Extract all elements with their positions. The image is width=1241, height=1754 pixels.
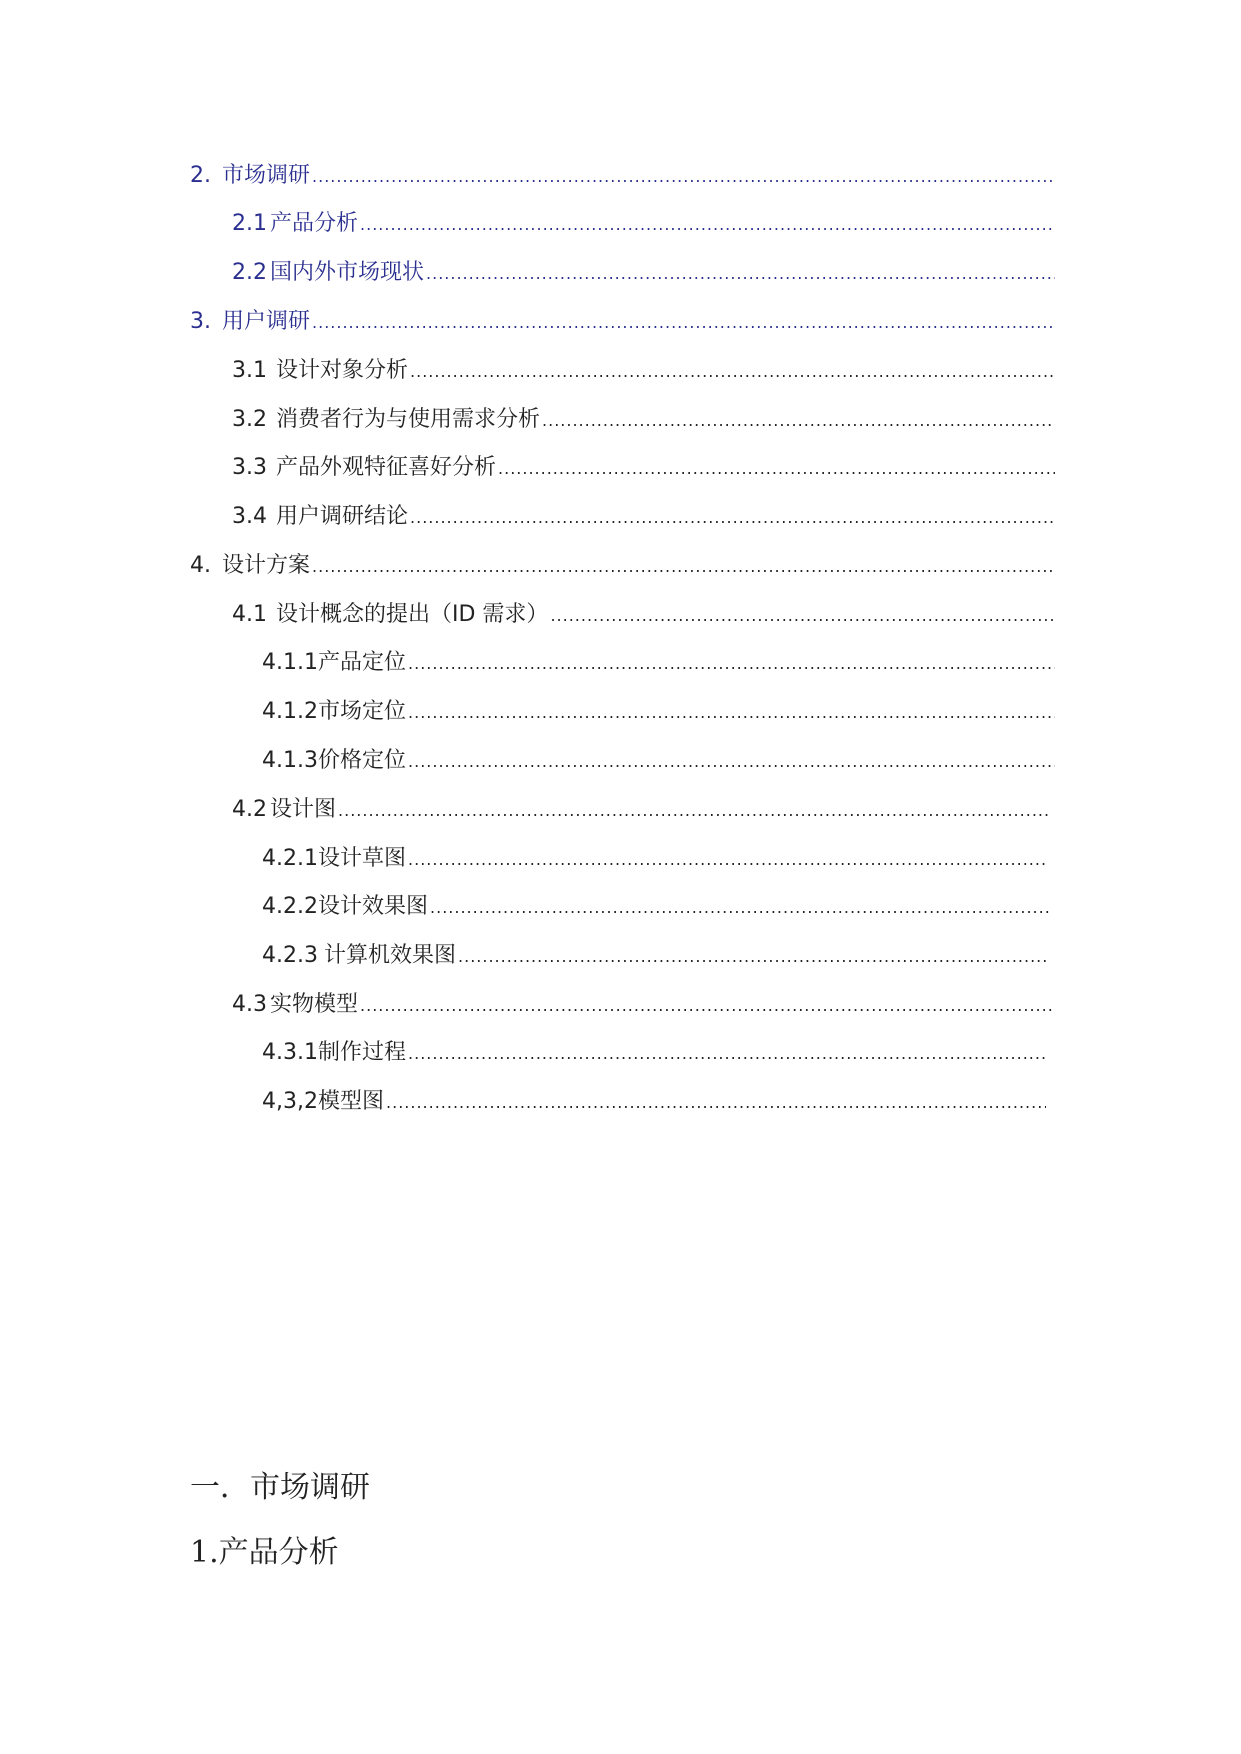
toc-number: 4.2.1 — [262, 846, 318, 871]
toc-title: 价格定位 — [318, 748, 407, 773]
toc-title: 设计草图 — [318, 846, 407, 871]
toc-leader — [542, 404, 1055, 438]
toc-entry-3-1[interactable] — [232, 354, 1055, 388]
toc-entry-4-3[interactable] — [232, 988, 1052, 1022]
toc-title: 产品分析 — [270, 211, 359, 236]
toc-title: 设计对象分析 — [276, 358, 409, 383]
toc-title: 制作过程 — [318, 1040, 407, 1065]
toc-leader — [410, 355, 1055, 389]
toc-number: 4. — [190, 553, 211, 578]
toc-title: 设计概念的提出（ID 需求） — [276, 602, 549, 627]
toc-entry-4-2-1[interactable] — [262, 842, 1048, 876]
toc-leader — [408, 647, 1055, 681]
toc-entry-2[interactable] — [190, 159, 1055, 193]
toc-number: 4.2.2 — [262, 894, 318, 919]
toc-title: 市场调研 — [222, 163, 311, 188]
toc-number: 4.3 — [232, 992, 267, 1017]
toc-number: 4.2 — [232, 797, 267, 822]
toc-number: 3.1 — [232, 358, 267, 383]
toc-title: 用户调研结论 — [276, 504, 409, 529]
toc-entry-4-2[interactable] — [232, 793, 1050, 827]
toc-leader — [458, 940, 1046, 974]
toc-entry-4-2-3[interactable] — [262, 939, 1046, 973]
toc-number: 4.3.1 — [262, 1040, 318, 1065]
toc-entry-4-1-3[interactable] — [262, 744, 1055, 778]
toc-title: 计算机效果图 — [324, 943, 457, 968]
toc-leader — [408, 696, 1055, 730]
toc-leader — [408, 1037, 1048, 1071]
toc-number: 4.1.2 — [262, 699, 318, 724]
toc-leader — [312, 160, 1055, 194]
toc-number: 4.2.3 — [262, 943, 318, 968]
toc-number: 4.1 — [232, 602, 267, 627]
toc-title: 消费者行为与使用需求分析 — [276, 407, 541, 432]
toc-number: 3.4 — [232, 504, 267, 529]
toc-leader — [550, 599, 1055, 633]
toc-leader — [312, 306, 1055, 340]
toc-entry-4-1-1[interactable] — [262, 646, 1055, 680]
toc-leader — [338, 794, 1050, 828]
toc-number: 4,3,2 — [262, 1089, 318, 1114]
toc-title: 用户调研 — [222, 309, 311, 334]
toc-number: 4.1.1 — [262, 650, 318, 675]
toc-entry-4-1-2[interactable] — [262, 695, 1055, 729]
toc-entry-2-1[interactable] — [232, 207, 1055, 241]
toc-number: 4.1.3 — [262, 748, 318, 773]
toc-leader — [312, 550, 1055, 584]
toc-number: 3. — [190, 309, 211, 334]
toc-leader — [430, 891, 1052, 925]
toc-title: 设计方案 — [222, 553, 311, 578]
toc-number: 3.3 — [232, 455, 267, 480]
toc-leader — [360, 989, 1052, 1023]
toc-title: 产品外观特征喜好分析 — [276, 455, 497, 480]
toc-leader — [498, 452, 1055, 486]
section-heading: 一．市场调研 — [190, 1470, 370, 1505]
toc-leader — [410, 501, 1055, 535]
toc-title: 实物模型 — [270, 992, 359, 1017]
toc-number: 2.1 — [232, 211, 267, 236]
toc-title: 设计图 — [270, 797, 337, 822]
toc-title: 模型图 — [318, 1089, 385, 1114]
toc-leader — [408, 843, 1048, 877]
toc-leader — [408, 745, 1055, 779]
toc-entry-3-2[interactable] — [232, 403, 1055, 437]
toc-entry-2-2[interactable] — [232, 256, 1055, 290]
toc-entry-4-3-1[interactable] — [262, 1036, 1048, 1070]
toc-entry-4-1[interactable] — [232, 598, 1055, 632]
toc-entry-4-2-2[interactable] — [262, 890, 1052, 924]
toc-leader — [426, 257, 1055, 291]
toc-number: 2.2 — [232, 260, 267, 285]
toc-entry-3-4[interactable] — [232, 500, 1055, 534]
toc-leader — [386, 1086, 1046, 1120]
toc-title: 产品定位 — [318, 650, 407, 675]
toc-entry-3[interactable] — [190, 305, 1055, 339]
toc-number: 2. — [190, 163, 211, 188]
toc-entry-4-3-2[interactable] — [262, 1085, 1046, 1119]
toc-number: 3.2 — [232, 407, 267, 432]
toc-entry-3-3[interactable] — [232, 451, 1055, 485]
toc-title: 市场定位 — [318, 699, 407, 724]
toc-leader — [360, 208, 1055, 242]
toc-title: 国内外市场现状 — [270, 260, 425, 285]
toc-title: 设计效果图 — [318, 894, 429, 919]
subsection-heading: 1.产品分析 — [190, 1535, 339, 1570]
toc-entry-4[interactable] — [190, 549, 1055, 583]
